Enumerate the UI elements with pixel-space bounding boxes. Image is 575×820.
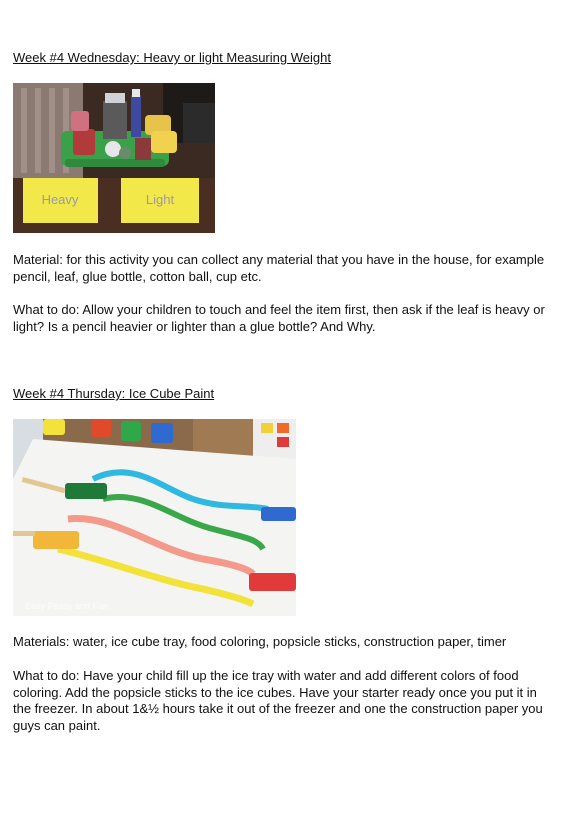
heavy-card-label: Heavy — [41, 192, 79, 207]
ice-cube-paint-photo — [13, 419, 296, 616]
light-card-label: Light — [145, 192, 175, 207]
photo-watermark: Easy Peasy and Fun — [25, 601, 109, 611]
instructions-paragraph-thursday: What to do: Have your child fill up the ice tray with water and add different colors of food coloring. Add the popsicle sticks to the ice cubes. Have your starter ready once you put it in the freezer. In about 1&½ hours take it out of the freezer and one the construction paper you guys can paint. — [13, 668, 543, 733]
section-heading-thursday: Week #4 Thursday: Ice Cube Paint — [13, 386, 215, 401]
heavy-light-photo — [13, 83, 215, 233]
material-paragraph-thursday: Materials: water, ice cube tray, food coloring, popsicle sticks, construction paper, timer — [13, 634, 507, 649]
section-heading-wednesday: Week #4 Wednesday: Heavy or light Measuring Weight — [13, 50, 331, 65]
instructions-paragraph-wednesday: What to do: Allow your children to touch and feel the item first, then ask if the leaf is heavy or light? Is a pencil heavier or lighter than a glue bottle? And Why. — [13, 302, 545, 334]
material-paragraph-wednesday: Material: for this activity you can collect any material that you have in the house, for example pencil, leaf, glue bottle, cotton ball, cup etc. — [13, 252, 545, 284]
